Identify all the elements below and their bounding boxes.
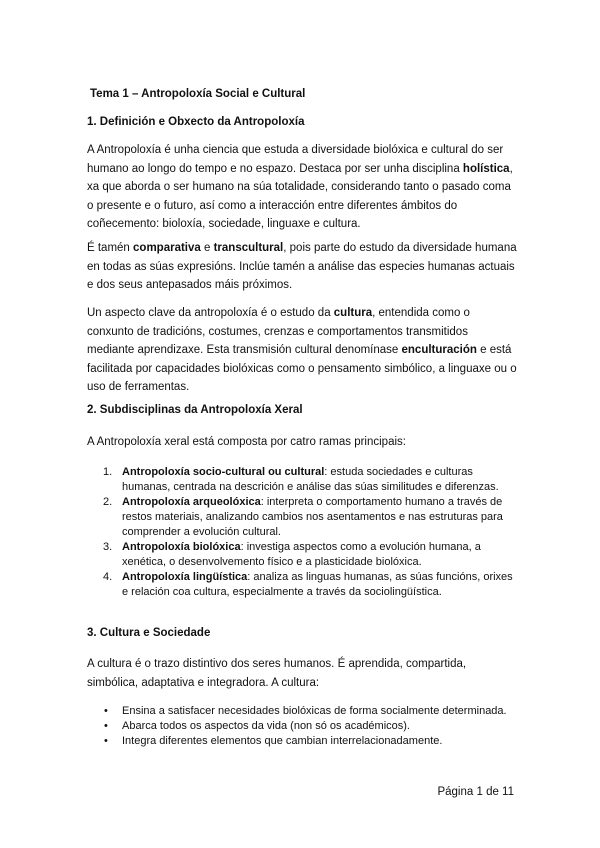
document-title: Tema 1 – Antropoloxía Social e Cultural [90, 88, 306, 100]
bold-term: Antropoloxía socio-cultural ou cultural [122, 466, 325, 478]
section-2-intro: A Antropoloxía xeral está composta por catro ramas principais: [87, 436, 406, 448]
bold-term: Antropoloxía lingüística [122, 571, 248, 583]
list-item [87, 570, 517, 600]
page-number: Página 1 de 11 [437, 786, 514, 798]
bullet-icon: • [104, 705, 108, 717]
bullet-icon: • [104, 720, 108, 732]
text-run: É tamén [87, 242, 134, 254]
text-run: Ensina a satisfacer necesidades biolóxicas de forma socialmente determinada. [122, 705, 507, 717]
list-number: 2. [103, 496, 113, 508]
bold-term: transcultural [213, 242, 284, 254]
text-run: Un aspecto clave da antropoloxía é o estudo da [87, 307, 334, 319]
text-run: : estuda sociedades e culturas humanas, centrada na descrición e análise das súas similitudes e diferenzas. [122, 466, 499, 493]
bold-term: comparativa [133, 242, 201, 254]
section-3-heading: 3. Cultura e Sociedade [87, 627, 211, 639]
text-run: Integra diferentes elementos que cambian interrelacionadamente. [122, 735, 443, 747]
list-item [87, 704, 517, 719]
text-run: : investiga aspectos como a evolución humana, a xenética, o desenvolvemento físico e a plasticidade biolóxica. [122, 541, 481, 568]
list-number: 1. [103, 466, 113, 478]
bold-term: cultura [333, 307, 373, 319]
subdisciplines-list [87, 465, 517, 600]
bold-term: holística [462, 162, 510, 175]
list-item [87, 465, 517, 495]
text-run: , pois parte do estudo da diversidade humana en todas as súas expresións. Inclúe tamén a análise das especies humanas actuais e dos seus antepasados máis próximos. [87, 242, 517, 291]
bold-term: Antropoloxía arqueolóxica [122, 496, 261, 508]
bold-term: enculturación [401, 344, 477, 356]
text-run: , entendida como o conxunto de tradicións, costumes, crenzas e comportamentos transmitidos mediante aprendizaxe. Esta transmisión cultural denomínase [87, 307, 470, 356]
section-1-paragraph-1 [87, 141, 517, 234]
section-1-paragraph-3 [87, 304, 517, 397]
list-item [87, 495, 517, 540]
section-1-paragraph-2 [87, 239, 517, 295]
text-run: A Antropoloxía é unha ciencia que estuda a diversidade biolóxica e cultural do ser humano ao longo do tempo e no espazo. Destaca por ser unha disciplina [87, 144, 504, 175]
list-item [87, 540, 517, 570]
text-run: , xa que aborda o ser humano na súa totalidade, considerando tanto o pasado coma o presente e o futuro, así como a interacción entre diferentes ámbitos do coñecemento: bioloxía, sociedade, linguaxe e cultura. [87, 162, 513, 230]
bullet-icon: • [104, 735, 108, 747]
section-1-heading: 1. Definición e Obxecto da Antropoloxía [87, 116, 305, 128]
list-number: 3. [103, 541, 113, 553]
text-run: e está facilitada por capacidades biolóxicas como o pensamento simbólico, a linguaxe ou o uso de ferramentas. [87, 344, 517, 393]
list-item [87, 719, 517, 734]
text-run: : analiza as linguas humanas, as súas funcións, orixes e relación coa cultura, especialmente a través da sociolingüística. [122, 571, 513, 598]
text-run: Abarca todos os aspectos da vida (non só os académicos). [122, 720, 410, 732]
list-number: 4. [103, 571, 113, 583]
text-run: : interpreta o comportamento humano a través de restos materiais, analizando cambios nos asentamentos e nas estruturas para comprender a evolución cultural. [122, 496, 503, 538]
list-item [87, 734, 517, 749]
culture-bullet-list [87, 704, 517, 749]
section-3-intro: A cultura é o trazo distintivo dos seres humanos. É aprendida, compartida, simbólica, adaptativa e integradora. A cultura: [87, 658, 467, 689]
bold-term: Antropoloxía biolóxica [122, 541, 241, 553]
section-2-heading: 2. Subdisciplinas da Antropoloxía Xeral [87, 404, 303, 416]
text-run: e [200, 242, 214, 254]
